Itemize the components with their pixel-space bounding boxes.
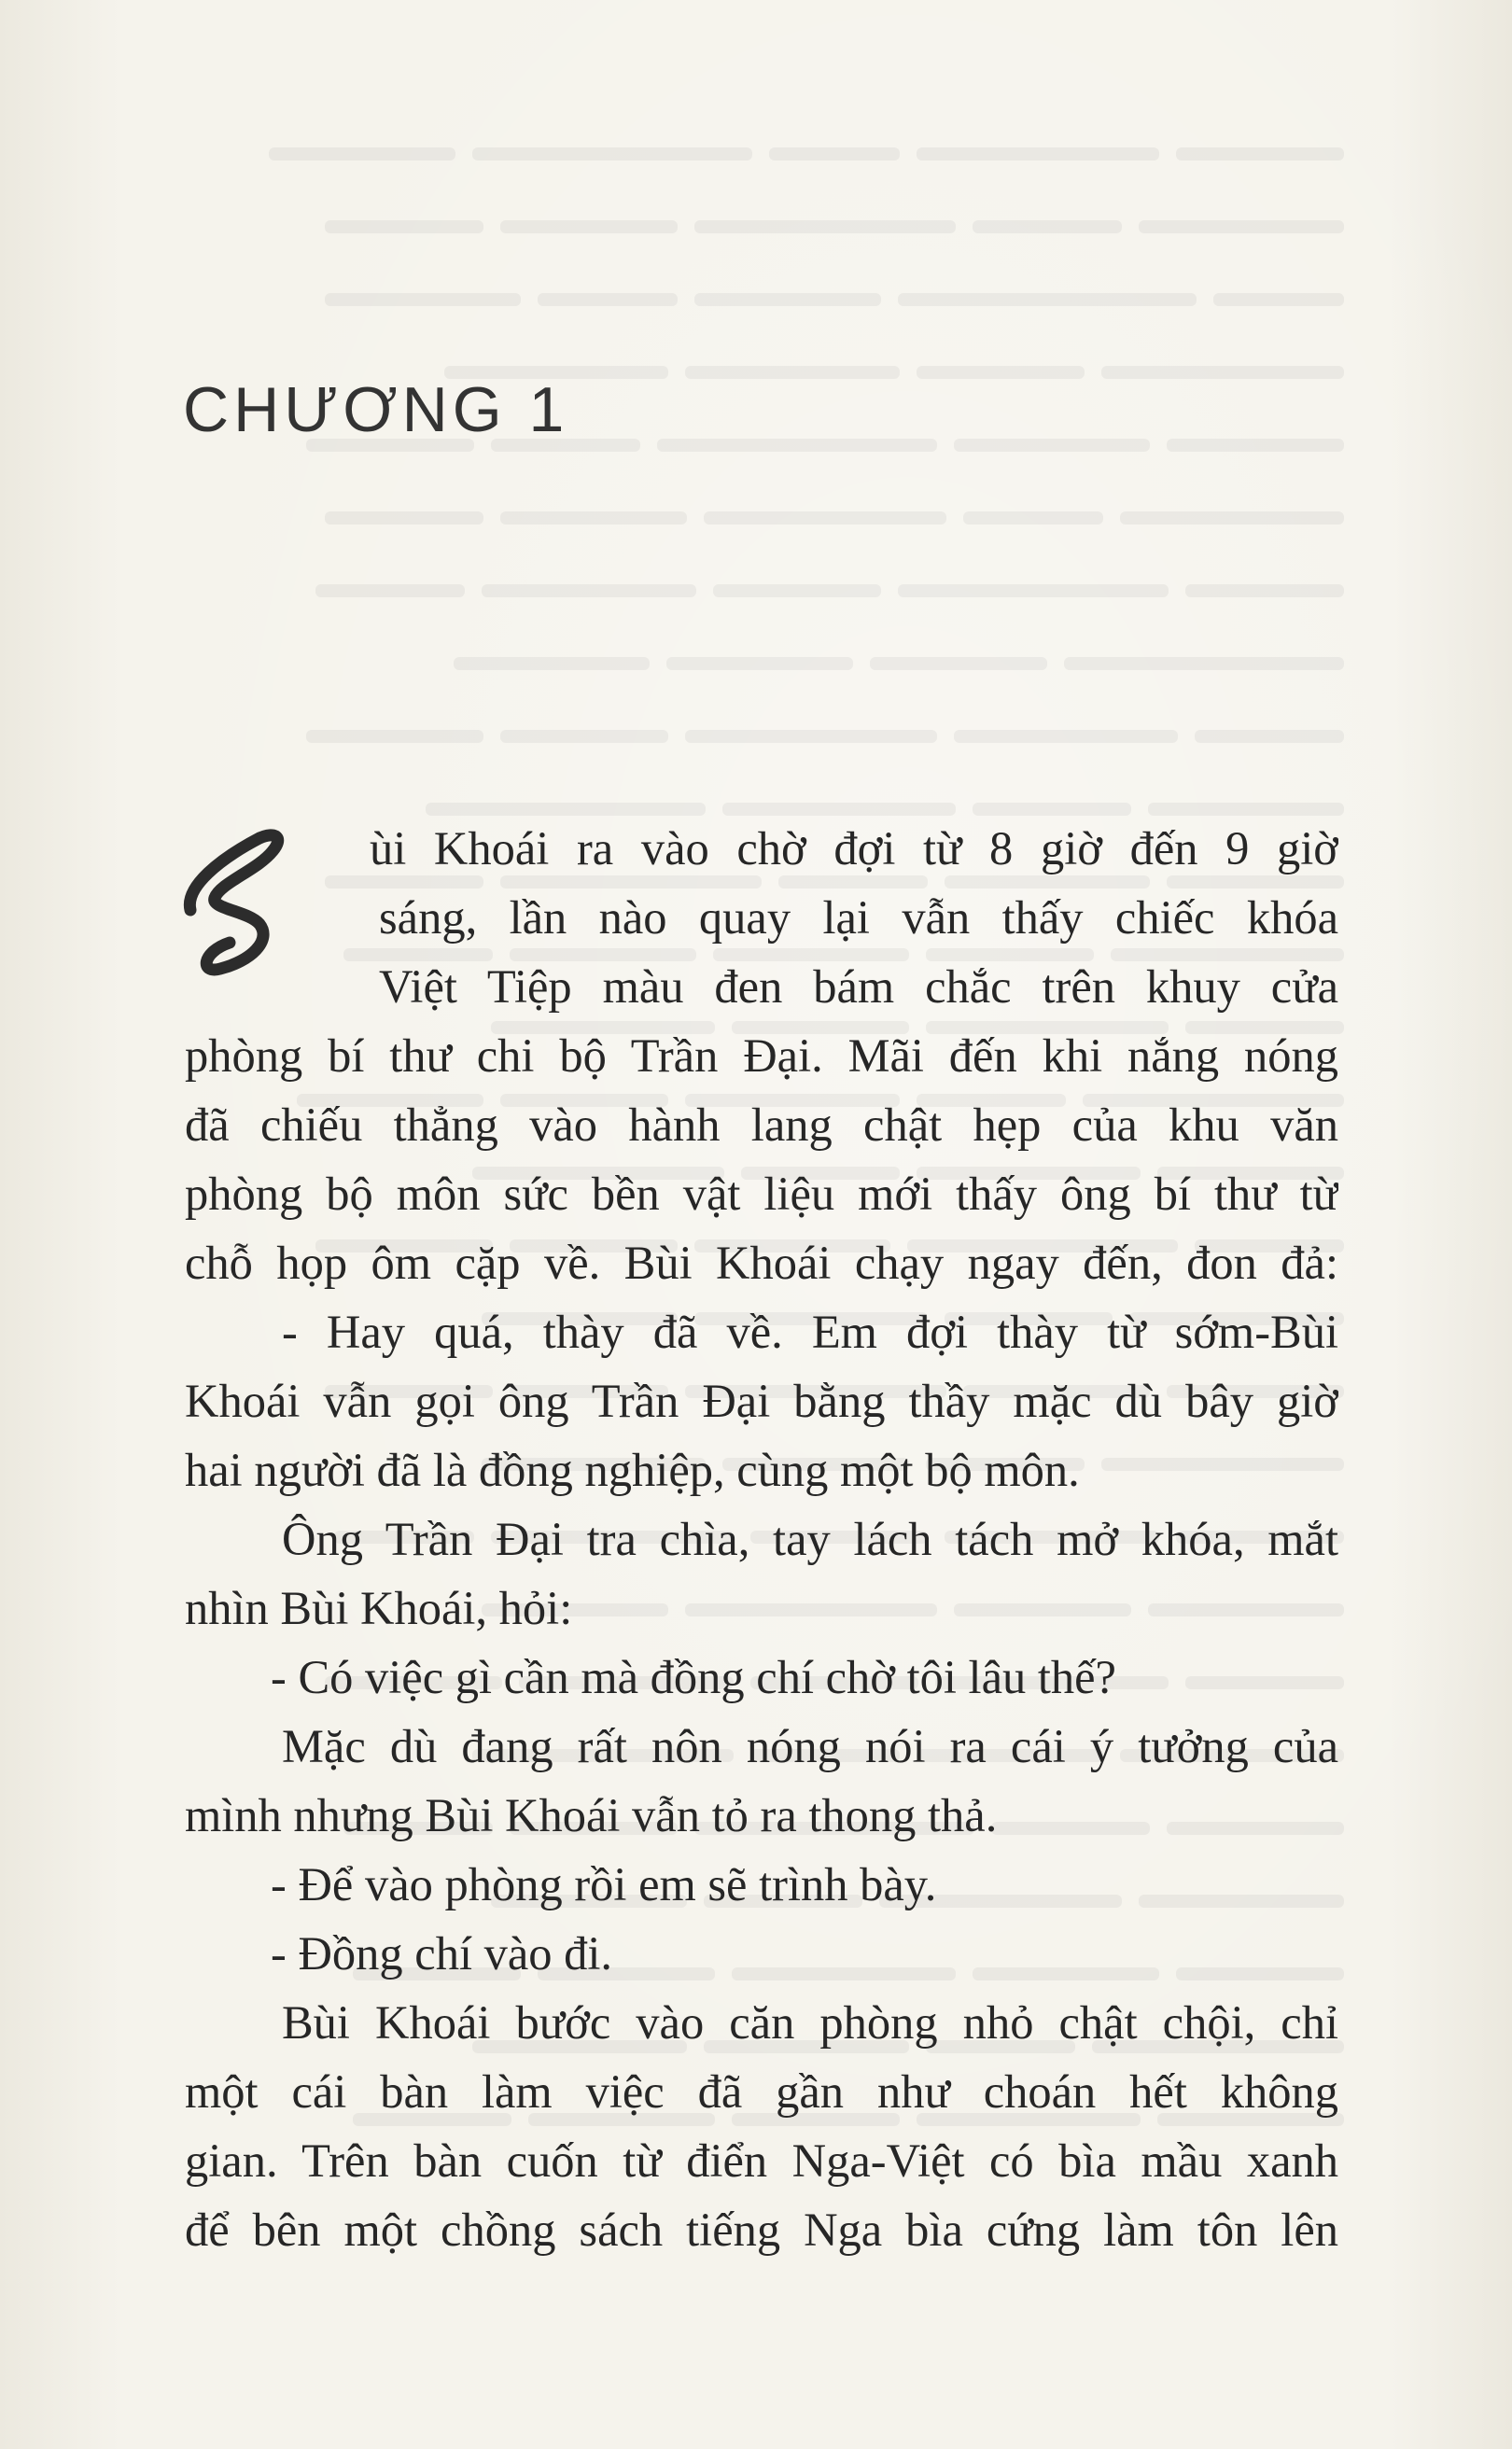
text-line: - Hay quá, thày đã về. Em đợi thày từ sớm-Bùi bbox=[282, 1306, 1338, 1358]
text-line: nhìn Bùi Khoái, hỏi: bbox=[185, 1582, 573, 1634]
text-line: phòng bộ môn sức bền vật liệu mới thấy ông bí thư từ bbox=[185, 1168, 1338, 1220]
text-line: - Để vào phòng rồi em sẽ trình bày. bbox=[271, 1858, 937, 1910]
text-line: ùi Khoái ra vào chờ đợi từ 8 giờ đến 9 giờ bbox=[370, 822, 1338, 875]
text-line: - Đồng chí vào đi. bbox=[271, 1927, 613, 1980]
text-line: hai người đã là đồng nghiệp, cùng một bộ môn. bbox=[185, 1444, 1080, 1496]
text-line: phòng bí thư chi bộ Trần Đại. Mãi đến khi nắng nóng bbox=[185, 1029, 1338, 1082]
text-line: để bên một chồng sách tiếng Nga bìa cứng làm tôn lên bbox=[185, 2204, 1338, 2256]
text-line: Ông Trần Đại tra chìa, tay lách tách mở khóa, mắt bbox=[282, 1513, 1338, 1565]
text-line: chỗ họp ôm cặp về. Bùi Khoái chạy ngay đến, đon đả: bbox=[185, 1237, 1338, 1289]
chapter-title: CHƯƠNG 1 bbox=[183, 374, 569, 445]
text-line: Việt Tiệp màu đen bám chắc trên khuy cửa bbox=[379, 960, 1338, 1013]
chapter-body bbox=[185, 814, 1338, 2264]
text-line: đã chiếu thẳng vào hành lang chật hẹp của khu văn bbox=[185, 1099, 1338, 1151]
text-line: sáng, lần nào quay lại vẫn thấy chiếc khóa bbox=[379, 891, 1338, 944]
text-line: - Có việc gì cần mà đồng chí chờ tôi lâu thế? bbox=[271, 1651, 1116, 1703]
text-line: Khoái vẫn gọi ông Trần Đại bằng thầy mặc dù bây giờ bbox=[185, 1375, 1338, 1427]
text-line: mình nhưng Bùi Khoái vẫn tỏ ra thong thả. bbox=[185, 1789, 998, 1841]
text-line: một cái bàn làm việc đã gần như choán hết không bbox=[185, 2065, 1338, 2118]
text-line: gian. Trên bàn cuốn từ điển Nga-Việt có bìa mầu xanh bbox=[185, 2134, 1338, 2187]
text-line: Bùi Khoái bước vào căn phòng nhỏ chật chội, chỉ bbox=[282, 1996, 1338, 2049]
text-line: Mặc dù đang rất nôn nóng nói ra cái ý tưởng của bbox=[282, 1720, 1338, 1772]
